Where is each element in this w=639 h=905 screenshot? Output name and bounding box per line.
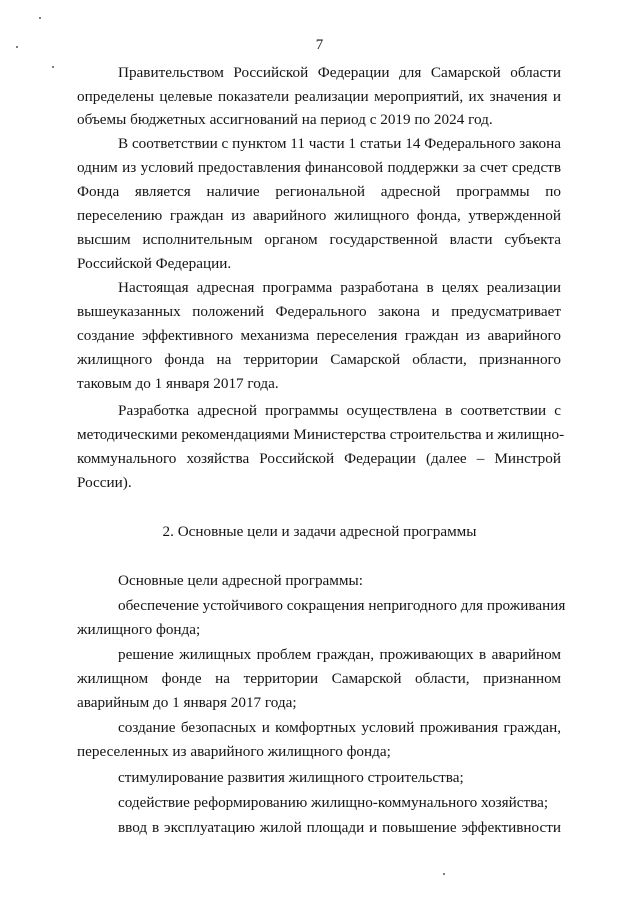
text-line: решение жилищных проблем граждан, проживающих в аварийном bbox=[118, 646, 561, 663]
text-line: жилищного фонда на территории Самарской области, признанного bbox=[77, 351, 561, 368]
scan-speck bbox=[52, 66, 54, 68]
text-line: жилищного фонда; bbox=[77, 621, 201, 638]
text-line: обеспечение устойчивого сокращения непригодного для проживания bbox=[118, 597, 566, 614]
text-line: переселению граждан из аварийного жилищного фонда, утвержденной bbox=[77, 207, 561, 224]
text-line: высшим исполнительным органом государственной власти субъекта bbox=[77, 231, 561, 248]
text-line: одним из условий предоставления финансовой поддержки за счет средств bbox=[77, 159, 561, 176]
text-line: Разработка адресной программы осуществлена в соответствии с bbox=[118, 402, 561, 419]
text-line: создание безопасных и комфортных условий проживания граждан, bbox=[118, 719, 561, 736]
text-line: вышеуказанных положений Федерального закона и предусматривает bbox=[77, 303, 561, 320]
text-line: ввод в эксплуатацию жилой площади и повышение эффективности bbox=[118, 819, 561, 836]
text-line: таковым до 1 января 2017 года. bbox=[77, 375, 279, 392]
scan-speck bbox=[16, 46, 18, 48]
text-line: содействие реформированию жилищно-коммунального хозяйства; bbox=[118, 794, 549, 811]
text-line: жилищном фонде на территории Самарской области, признанном bbox=[77, 670, 561, 687]
text-line: аварийным до 1 января 2017 года; bbox=[77, 694, 297, 711]
text-line: объемы бюджетных ассигнований на период с 2019 по 2024 год. bbox=[77, 111, 493, 128]
text-line: определены целевые показатели реализации мероприятий, их значения и bbox=[77, 88, 561, 105]
text-line: переселенных из аварийного жилищного фонда; bbox=[77, 743, 391, 760]
text-line: России). bbox=[77, 474, 132, 491]
text-line: Российской Федерации. bbox=[77, 255, 232, 272]
text-line: В соответствии с пунктом 11 части 1 статьи 14 Федерального закона bbox=[118, 135, 561, 152]
text-line: Фонда является наличие региональной адресной программы по bbox=[77, 183, 561, 200]
text-line: Основные цели адресной программы: bbox=[118, 572, 363, 589]
scan-speck bbox=[443, 873, 445, 875]
text-line: методическими рекомендациями Министерства строительства и жилищно- bbox=[77, 426, 565, 443]
text-line: создание эффективного механизма переселения граждан из аварийного bbox=[77, 327, 561, 344]
text-line: стимулирование развития жилищного строительства; bbox=[118, 769, 464, 786]
scan-speck bbox=[39, 17, 41, 19]
section-heading: 2. Основные цели и задачи адресной программы bbox=[162, 523, 477, 540]
page-number: 7 bbox=[315, 37, 324, 53]
text-line: коммунального хозяйства Российской Федерации (далее – Минстрой bbox=[77, 450, 561, 467]
text-line: Правительством Российской Федерации для Самарской области bbox=[118, 64, 561, 81]
text-line: Настоящая адресная программа разработана в целях реализации bbox=[118, 279, 561, 296]
